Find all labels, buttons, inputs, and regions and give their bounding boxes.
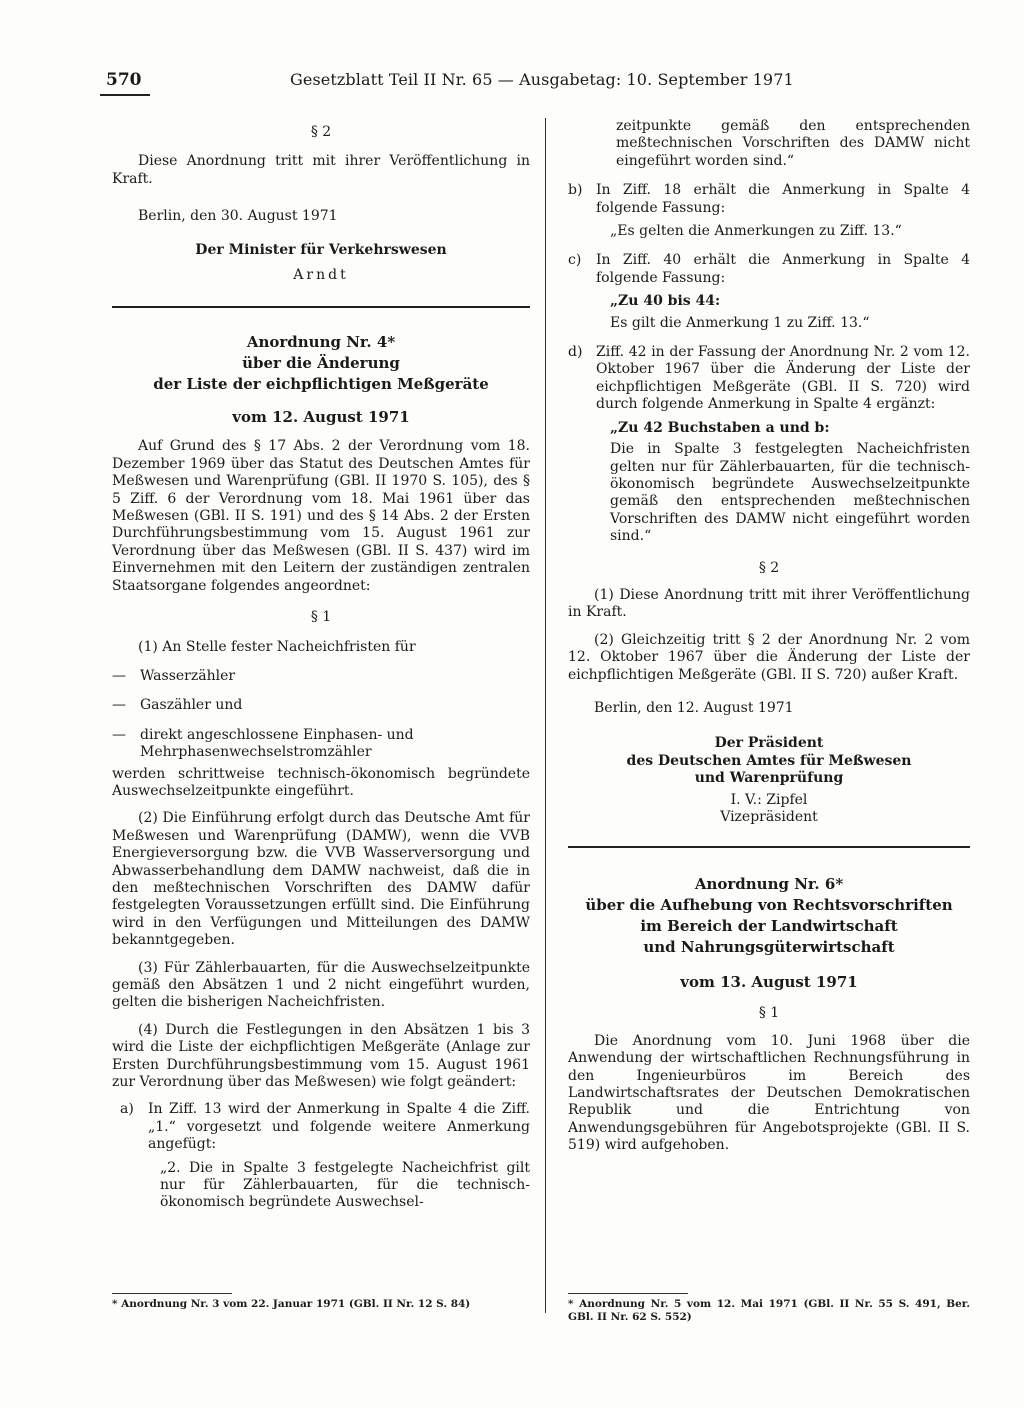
footnote (568, 1293, 970, 1324)
section-heading: § 2 (758, 559, 780, 576)
list-item-text: In Ziff. 18 erhält die Anmerkung in Spalte 4 folgende Fassung: (596, 182, 970, 216)
paragraph: werden schrittweise technisch-ökonomisch begründete Auswechselzeitpunkte eingeführt. (112, 765, 530, 799)
list-key: a) (120, 1101, 134, 1118)
signer-name: I. V.: Zipfel (730, 791, 808, 808)
decree-title (568, 874, 970, 958)
section-heading: § 1 (758, 1005, 780, 1022)
quote: „2. Die in Spalte 3 festgelegte Nacheichfrist gilt nur für Zählerbauarten, für die technisch-ökonomisch begründete Auswechsel- (160, 1159, 530, 1211)
paragraph: (2) Die Einführung erfolgt durch das Deutsche Amt für Meßwesen und Warenprüfung (DAMW), wenn die VVB Energieversorgung bzw. die VVB Wasserversorgung und Abwasserbehandlung dem DAMW nachweist, daß die in den meßtechnischen Vorschriften des DAMW dafür festgelegten Voraussetzungen erfüllt sind. Die Einführung wird in den Verfügungen und Mitteilungen des DAMW bekanntgegeben. (112, 810, 530, 949)
signer-name: Arndt (293, 267, 349, 284)
quote: Es gilt die Anmerkung 1 zu Ziff. 13.“ (610, 314, 870, 331)
list-key: b) (568, 182, 583, 199)
title-line: über die Änderung (242, 354, 400, 373)
footnote-rule (568, 1293, 688, 1294)
list-item (568, 344, 970, 414)
list-item-text: In Ziff. 13 wird der Anmerkung in Spalte 4 die Ziff. „1.“ vorgesetzt und folgende weitere Anmerkung angefügt: (148, 1101, 530, 1153)
paragraph: (3) Für Zählerbauarten, für die Auswechselzeitpunkte gemäß den Absätzen 1 und 2 nicht eingeführt wurden, gelten die bisherigen Nacheichfristen. (112, 959, 530, 1011)
list-item-text: Gaszähler und (140, 697, 243, 714)
signer-line: des Deutschen Amtes für Meßwesen (626, 752, 912, 769)
decree-title (112, 332, 530, 395)
paragraph: Die Anordnung vom 10. Juni 1968 über die Anwendung der wirtschaftlichen Rechnungsführung in den Ingenieurbüros im Bereich des Landwirtschaftsrates der Deutschen Demokratischen Republik und die Entrichtung von Anwendungsgebühren für Angebotsprojekte (GBl. II S. 519) wird aufgehoben. (568, 1032, 970, 1154)
left-column (112, 118, 530, 1310)
footnote (112, 1293, 530, 1311)
list-item (112, 727, 530, 762)
quote: „Es gelten die Anmerkungen zu Ziff. 13.“ (610, 223, 902, 240)
footnote-rule (112, 1293, 232, 1294)
title-line: im Bereich der Landwirtschaft (640, 917, 898, 936)
paragraph: (1) Diese Anordnung tritt mit ihrer Veröffentlichung in Kraft. (568, 586, 970, 621)
dash-marker: — (112, 697, 126, 714)
title-line: der Liste der eichpflichtigen Meßgeräte (153, 375, 489, 394)
list-key: d) (568, 344, 583, 361)
title-line: über die Aufhebung von Rechtsvorschriften (585, 896, 953, 915)
decree-date: vom 13. August 1971 (680, 973, 858, 992)
list-item-text: Wasserzähler (140, 667, 236, 684)
quote: Die in Spalte 3 festgelegten Nacheichfristen gelten nur für Zählerbauarten, für die technisch-ökonomisch begründete Auswechselzeitpunkte gemäß den entsprechenden meßtechnischen Vorschriften des DAMW nicht eingeführt worden sind.“ (610, 441, 970, 545)
footnote-text: * Anordnung Nr. 3 vom 22. Januar 1971 (GBl. II Nr. 12 S. 84) (112, 1298, 471, 1310)
title-line: Anordnung Nr. 4* (246, 333, 396, 352)
dash-marker: — (112, 667, 126, 684)
preamble: Auf Grund des § 17 Abs. 2 der Verordnung vom 18. Dezember 1969 über das Statut des Deutschen Amtes für Meßwesen und Warenprüfung (GBl. II 1970 S. 105), des § 5 Ziff. 6 der Verordnung vom 18. Mai 1961 über das Meßwesen (GBl. II S. 191) und des § 14 Abs. 2 der Ersten Durchführungsbestimmung vom 15. August 1961 zur Verordnung über das Meßwesen (GBl. II S. 437) wird im Einvernehmen mit den Leitern der zuständigen zentralen Staatsorgane folgendes angeordnet: (112, 438, 530, 594)
list-item-text: direkt angeschlossene Einphasen- und Mehrphasenwechselstromzähler (140, 726, 414, 761)
list-item (568, 182, 970, 217)
signer-line: und Warenprüfung (694, 770, 844, 787)
section-heading: § 1 (310, 609, 332, 626)
right-column (568, 118, 970, 1323)
signer-role: Vizepräsident (720, 809, 818, 825)
list-item-text: In Ziff. 40 erhält die Anmerkung in Spalte 4 folgende Fassung: (596, 252, 970, 286)
paragraph: (1) An Stelle fester Nacheichfristen für (138, 638, 416, 655)
column-divider (545, 118, 546, 1313)
quote-heading: „Zu 40 bis 44: (610, 293, 721, 310)
list-item (112, 1101, 530, 1153)
signer-title: Der Minister für Verkehrswesen (195, 241, 447, 258)
section-rule (568, 846, 970, 848)
section-heading: § 2 (310, 124, 332, 140)
place-date: Berlin, den 12. August 1971 (594, 699, 794, 716)
header-title: Gesetzblatt Teil II Nr. 65 — Ausgabetag: 10. September 1971 (290, 70, 794, 89)
paragraph: (4) Durch die Festlegungen in den Absätzen 1 bis 3 wird die Liste der eichpflichtigen Meßgeräte (Anlage zur Ersten Durchführungsbestimmung vom 15. August 1961 zur Verordnung über das Meßwesen) wie folgt geändert: (112, 1021, 530, 1091)
quote-heading: „Zu 42 Buchstaben a und b: (610, 419, 830, 436)
section-rule (112, 306, 530, 308)
list-item-text: Ziff. 42 in der Fassung der Anordnung Nr. 2 vom 12. Oktober 1967 über die Änderung der Liste der eichpflichtigen Meßgeräte (GBl. II S. 720) wird durch folgende Anmerkung in Spalte 4 ergänzt: (596, 344, 970, 413)
page-number-underline (100, 94, 150, 96)
title-line: Anordnung Nr. 6* (694, 875, 844, 894)
signature-block (568, 735, 970, 826)
title-line: und Nahrungsgüterwirtschaft (643, 938, 895, 957)
signer-line: Der Präsident (714, 735, 824, 752)
list-item (112, 668, 530, 685)
page-number: 570 (106, 70, 142, 90)
paragraph: (2) Gleichzeitig tritt § 2 der Anordnung Nr. 2 vom 12. Oktober 1967 über die Änderung der Liste der eichpflichtigen Meßgeräte (GBl. II S. 720) außer Kraft. (568, 631, 970, 683)
dash-marker: — (112, 726, 126, 743)
page-header (0, 70, 1024, 96)
list-item (112, 697, 530, 714)
decree-date: vom 12. August 1971 (232, 408, 410, 427)
quote: zeitpunkte gemäß den entsprechenden meßtechnischen Vorschriften des DAMW nicht eingeführt worden sind.“ (616, 118, 970, 169)
paragraph: Diese Anordnung tritt mit ihrer Veröffentlichung in Kraft. (112, 153, 530, 187)
footnote-text: * Anordnung Nr. 5 vom 12. Mai 1971 (GBl. II Nr. 55 S. 491, Ber. GBl. II Nr. 62 S. 552) (568, 1298, 970, 1323)
place-date: Berlin, den 30. August 1971 (138, 208, 338, 225)
list-item (568, 252, 970, 287)
list-key: c) (568, 252, 582, 269)
